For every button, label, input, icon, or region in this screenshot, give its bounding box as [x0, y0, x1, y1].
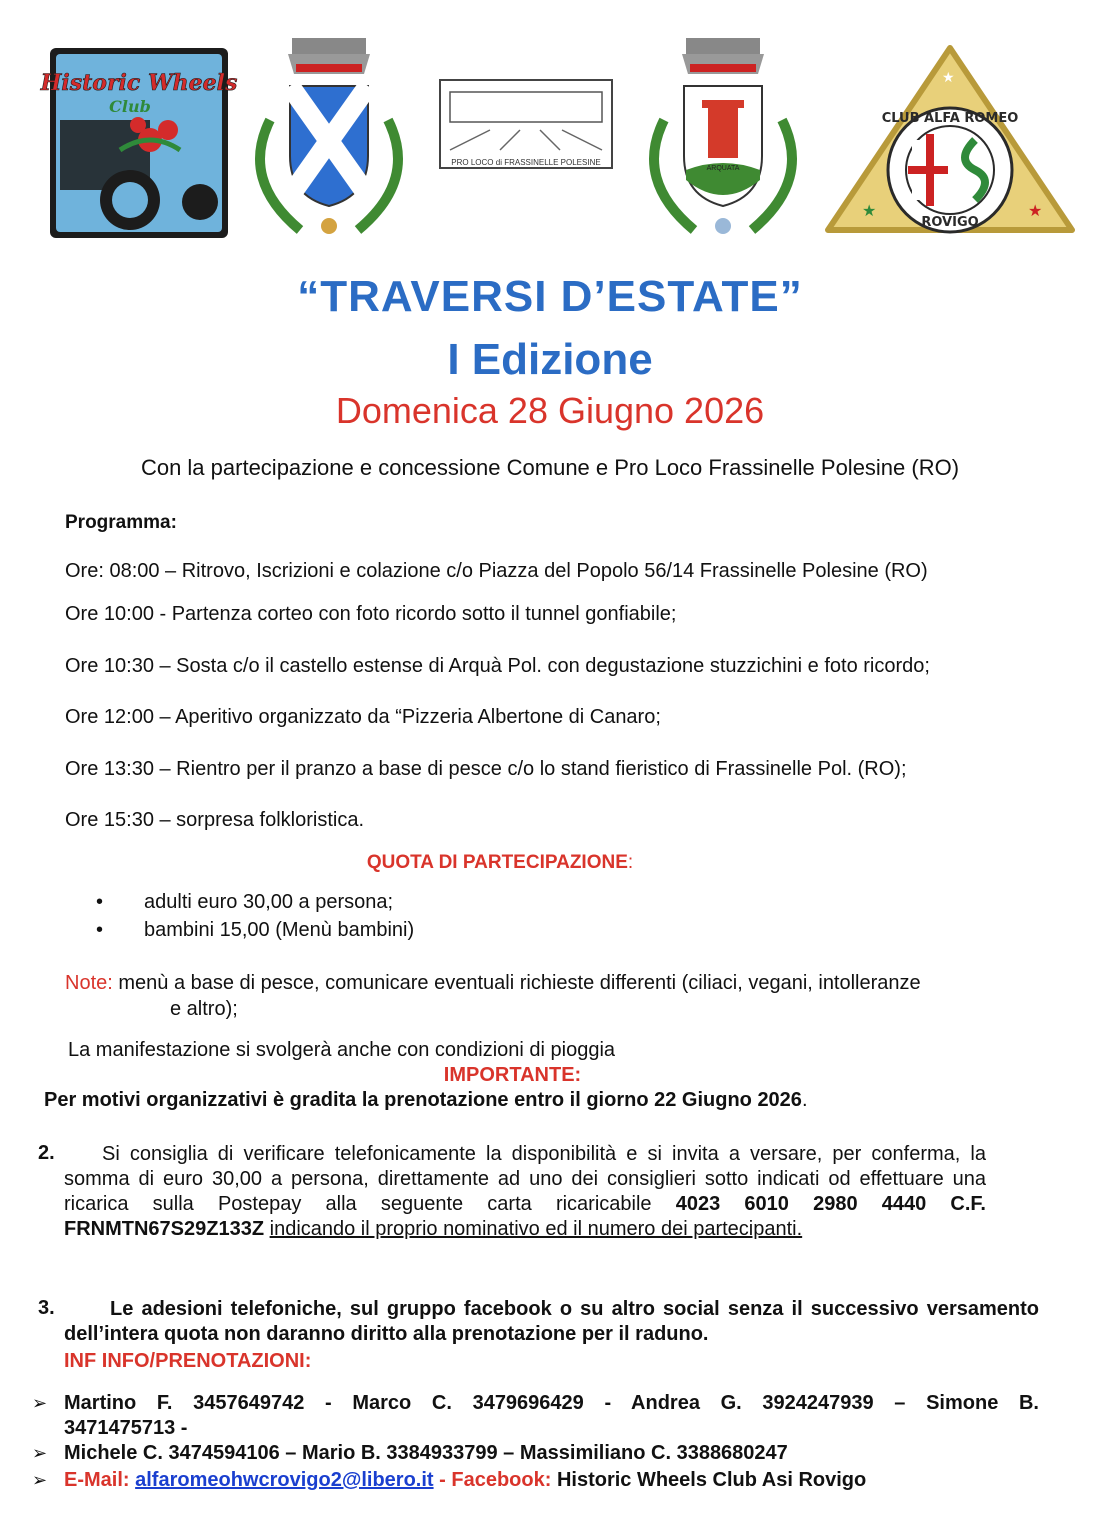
program-item: Ore 13:30 – Rientro per il pranzo a base di pesce c/o lo stand fieristico di Frassinelle Pol. (RO);	[65, 758, 907, 780]
club-alfa-romeo-logo	[828, 48, 1072, 232]
note-text-cont: e altro);	[170, 998, 238, 1020]
info-heading: INF INFO/PRENOTAZIONI:	[64, 1350, 312, 1372]
facebook-label: Facebook:	[451, 1469, 552, 1491]
event-edition: I Edizione	[447, 335, 653, 384]
program-item: Ore 15:30 – sorpresa folkloristica.	[65, 809, 365, 831]
frassinelle-coat-of-arms	[260, 38, 398, 234]
logo-row	[0, 30, 1115, 245]
event-title: “TRAVERSI D’ESTATE”	[297, 272, 803, 321]
event-subtitle: Con la partecipazione e concessione Comune e Pro Loco Frassinelle Polesine (RO)	[140, 455, 960, 480]
note-block	[65, 970, 1035, 1022]
alfa-logo-text-top: CLUB ALFA ROMEO	[881, 111, 1019, 126]
arquata-coat-of-arms	[654, 38, 792, 234]
email-link[interactable]: alfaromeohwcrovigo2@libero.it	[135, 1469, 434, 1491]
alfa-logo-text-bottom: ROVIGO	[921, 215, 979, 230]
email-label: E-Mail:	[64, 1469, 130, 1491]
quota-heading-colon: :	[627, 852, 634, 873]
postepay-card: 4023 6010 2980 4440 C.F. FRNMTN67S29Z133Z	[64, 1193, 986, 1240]
arrow-bullet-icon: ➢	[32, 1470, 48, 1490]
contacts-line-1b: 3471475713 -	[64, 1417, 188, 1439]
pro-loco-logo	[440, 80, 612, 168]
facebook-group: Historic Wheels Club Asi Rovigo	[551, 1469, 867, 1491]
quota-heading-label: QUOTA DI PARTECIPAZIONE	[366, 852, 628, 873]
note-label: Note:	[65, 972, 113, 994]
bullet-dot: •	[96, 919, 104, 941]
point-2-underlined: indicando il proprio nominativo ed il numero dei partecipanti.	[269, 1218, 803, 1240]
point-2-number: 2.	[38, 1142, 55, 1164]
pro-loco-caption: PRO LOCO di FRASSINELLE POLESINE	[451, 158, 601, 167]
important-text-end: .	[801, 1089, 808, 1111]
svg-text:★: ★	[942, 69, 955, 85]
important-text-body: Per motivi organizzativi è gradita la prenotazione entro il giorno 22 Giugno 2026	[44, 1089, 802, 1111]
arrow-bullet-icon: ➢	[32, 1443, 48, 1463]
point-2-body: Si consiglia di verificare telefonicamente la disponibilità e si invita a versare, per conferma, la somma di euro 30,00 a persona, direttamente ad uno dei consiglieri sotto indicati od effettuare una ricarica sulla Postepay alla seguente carta ricaricabile	[64, 1143, 986, 1215]
contacts-line-2: Michele C. 3474594106 – Mario B. 3384933799 – Massimiliano C. 3388680247	[64, 1442, 788, 1464]
point-3-number: 3.	[38, 1297, 55, 1319]
svg-text:★: ★	[1028, 203, 1043, 220]
svg-text:★: ★	[862, 203, 877, 220]
bullet-dot: •	[96, 891, 104, 913]
historic-wheels-logo	[40, 48, 238, 238]
event-date: Domenica 28 Giugno 2026	[335, 390, 765, 431]
hw-logo-sub: Club	[109, 97, 151, 116]
program-heading: Programma:	[65, 512, 177, 533]
point-3-text: Le adesioni telefoniche, sul gruppo facebook o su altro social senza il successivo versamento dell’intera quota non daranno diritto alla prenotazione per il raduno.	[64, 1298, 1039, 1345]
contacts-line-3	[64, 1468, 866, 1493]
contacts-line-1: Martino F. 3457649742 - Marco C. 3479696429 - Andrea G. 3924247939 – Simone B.	[64, 1392, 1039, 1414]
program-item: Ore 10:30 – Sosta c/o il castello estense di Arquà Pol. con degustazione stuzzichini e foto ricordo;	[65, 655, 930, 677]
program-item: Ore 12:00 – Aperitivo organizzato da “Pizzeria Albertone di Canaro;	[65, 706, 661, 728]
contact-separator: -	[433, 1469, 452, 1491]
arrow-bullet-icon: ➢	[32, 1393, 48, 1413]
program-item: Ore: 08:00 – Ritrovo, Iscrizioni e colazione c/o Piazza del Popolo 56/14 Frassinelle Polesine (RO)	[65, 560, 928, 582]
note-text: menù a base di pesce, comunicare eventuali richieste differenti (ciliaci, vegani, intolleranze	[112, 972, 921, 994]
quota-item: adulti euro 30,00 a persona;	[144, 891, 394, 913]
point-2-text	[64, 1142, 986, 1242]
quota-item: bambini 15,00 (Menù bambini)	[144, 919, 415, 941]
program-item: Ore 10:00 - Partenza corteo con foto ricordo sotto il tunnel gonfiabile;	[65, 603, 677, 625]
hw-logo-title: Historic Wheels	[40, 70, 238, 96]
arquata-banner: ARQUATA	[706, 165, 740, 172]
important-text	[44, 1089, 808, 1112]
rain-notice: La manifestazione si svolgerà anche con condizioni di pioggia	[68, 1039, 616, 1061]
quota-heading	[0, 852, 1000, 874]
important-heading: IMPORTANTE:	[443, 1064, 582, 1086]
